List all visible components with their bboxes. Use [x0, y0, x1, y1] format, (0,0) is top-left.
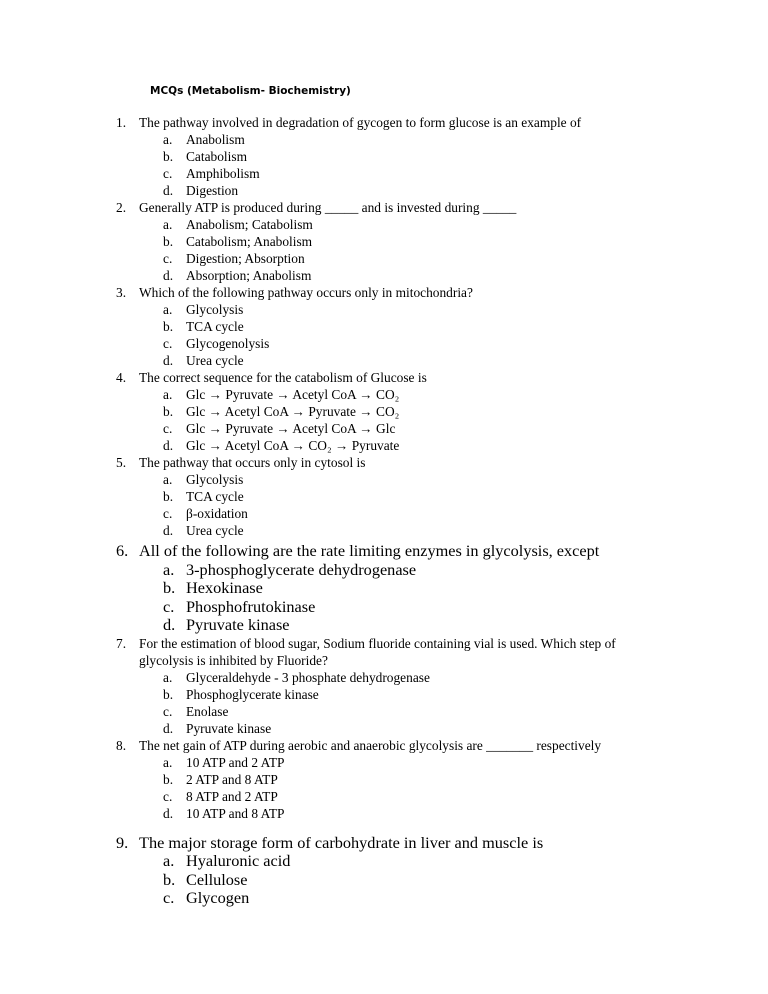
question-text: The major storage form of carbohydrate in liver and muscle is	[139, 832, 544, 852]
question-1	[0, 114, 768, 199]
option-letter: b.	[163, 489, 174, 504]
option-letter: c.	[163, 703, 173, 719]
option-text: Phosphofrutokinase	[186, 596, 316, 616]
question-number: 5.	[116, 455, 127, 470]
answer-option	[0, 720, 768, 737]
option-text: Glc → Pyruvate → Acetyl CoA → CO₂	[186, 387, 400, 402]
option-letter: b.	[163, 234, 174, 249]
answer-option	[0, 267, 768, 284]
answer-option	[0, 889, 768, 908]
question-3	[0, 284, 768, 369]
question-number: 9.	[116, 832, 129, 852]
option-text: Digestion; Absorption	[186, 251, 305, 266]
answer-option	[0, 686, 768, 703]
option-letter: d.	[163, 523, 174, 538]
option-letter: d.	[163, 353, 174, 368]
question-text: Generally ATP is produced during _____ and is invested during _____	[139, 200, 517, 215]
question-5	[0, 454, 768, 539]
option-text: 10 ATP and 2 ATP	[186, 754, 285, 770]
answer-option	[0, 505, 768, 522]
document-title: MCQs (Metabolism- Biochemistry)	[150, 85, 351, 97]
option-text: Enolase	[186, 703, 229, 719]
answer-option	[0, 471, 768, 488]
option-text: Catabolism	[186, 149, 247, 164]
option-letter: d.	[163, 615, 176, 634]
answer-option	[0, 703, 768, 720]
option-text: Glyceraldehyde - 3 phosphate dehydrogenase	[186, 669, 430, 685]
question-text: For the estimation of blood sugar, Sodium fluoride containing vial is used. Which step of glycolysis is inhibited by Fluoride?	[139, 635, 616, 668]
question-number: 6.	[116, 541, 129, 560]
answer-option	[0, 616, 768, 635]
option-letter: c.	[163, 596, 175, 616]
option-text: Anabolism	[186, 132, 245, 147]
option-letter: a.	[163, 217, 173, 232]
option-text: Glycolysis	[186, 472, 244, 487]
question-text: The net gain of ATP during aerobic and anaerobic glycolysis are _______ respectively	[139, 737, 602, 753]
option-text: Urea cycle	[186, 523, 244, 538]
option-letter: a.	[163, 472, 173, 487]
question-text: The pathway that occurs only in cytosol is	[139, 455, 366, 470]
option-text: Glycolysis	[186, 302, 244, 317]
question-stem	[0, 737, 768, 754]
option-letter: b.	[163, 771, 174, 787]
question-number: 4.	[116, 370, 127, 385]
option-text: Absorption; Anabolism	[186, 268, 312, 283]
question-list	[0, 114, 768, 908]
answer-option	[0, 852, 768, 871]
option-letter: b.	[163, 686, 174, 702]
question-text: All of the following are the rate limiting enzymes in glycolysis, except	[139, 541, 600, 560]
question-stem	[0, 284, 768, 301]
option-letter: a.	[163, 559, 175, 579]
question-stem	[0, 454, 768, 471]
answer-option	[0, 522, 768, 539]
option-text: Catabolism; Anabolism	[186, 234, 313, 249]
option-text: Urea cycle	[186, 353, 244, 368]
option-letter: d.	[163, 183, 174, 198]
question-number: 2.	[116, 200, 127, 215]
answer-option	[0, 335, 768, 352]
option-text: Glc → Pyruvate → Acetyl CoA → Glc	[186, 421, 396, 436]
question-9	[0, 834, 768, 908]
answer-option	[0, 420, 768, 437]
option-letter: b.	[163, 869, 176, 889]
option-text: Phosphoglycerate kinase	[186, 686, 319, 702]
answer-option	[0, 352, 768, 369]
answer-option	[0, 488, 768, 505]
question-6	[0, 542, 768, 635]
question-number: 3.	[116, 285, 127, 300]
option-letter: c.	[163, 888, 175, 907]
option-letter: a.	[163, 132, 173, 147]
option-letter: d.	[163, 720, 174, 736]
answer-option	[0, 301, 768, 318]
question-stem	[0, 834, 768, 853]
option-letter: c.	[163, 506, 173, 521]
option-text: Digestion	[186, 183, 239, 198]
question-number: 8.	[116, 737, 127, 753]
option-text: Glc → Acetyl CoA → Pyruvate → CO₂	[186, 404, 400, 419]
question-number: 7.	[116, 635, 127, 651]
answer-option	[0, 148, 768, 165]
option-text: Glycogenolysis	[186, 336, 270, 351]
option-text: Glc → Acetyl CoA → CO₂ → Pyruvate	[186, 438, 400, 453]
answer-option	[0, 386, 768, 403]
option-text: Hyaluronic acid	[186, 851, 291, 870]
option-text: Hexokinase	[186, 578, 263, 597]
option-text: Glycogen	[186, 888, 250, 907]
question-stem	[0, 114, 768, 131]
question-4	[0, 369, 768, 454]
option-letter: d.	[163, 805, 174, 821]
option-letter: c.	[163, 788, 173, 804]
answer-option	[0, 165, 768, 182]
option-letter: b.	[163, 404, 174, 419]
question-text: The correct sequence for the catabolism of Glucose is	[139, 370, 427, 385]
option-letter: c.	[163, 166, 173, 181]
option-letter: d.	[163, 268, 174, 283]
option-text: Cellulose	[186, 869, 248, 889]
option-text: 2 ATP and 8 ATP	[186, 771, 278, 787]
question-stem	[0, 635, 768, 669]
question-text: The pathway involved in degradation of gycogen to form glucose is an example of	[139, 115, 582, 130]
question-8	[0, 737, 768, 822]
answer-option	[0, 669, 768, 686]
option-letter: b.	[163, 319, 174, 334]
answer-option	[0, 131, 768, 148]
answer-option	[0, 561, 768, 580]
question-number: 1.	[116, 115, 127, 130]
answer-option	[0, 754, 768, 771]
option-text: Amphibolism	[186, 166, 260, 181]
option-letter: a.	[163, 387, 173, 402]
question-text: Which of the following pathway occurs only in mitochondria?	[139, 285, 473, 300]
answer-option	[0, 579, 768, 598]
answer-option	[0, 233, 768, 250]
option-letter: b.	[163, 578, 176, 597]
option-text: TCA cycle	[186, 319, 244, 334]
option-letter: a.	[163, 669, 173, 685]
answer-option	[0, 771, 768, 788]
question-stem	[0, 542, 768, 561]
answer-option	[0, 250, 768, 267]
option-letter: c.	[163, 421, 173, 436]
option-letter: c.	[163, 336, 173, 351]
option-letter: a.	[163, 754, 173, 770]
option-text: Anabolism; Catabolism	[186, 217, 313, 232]
option-letter: d.	[163, 438, 174, 453]
option-letter: a.	[163, 851, 175, 870]
option-letter: b.	[163, 149, 174, 164]
option-text: Pyruvate kinase	[186, 615, 290, 634]
answer-option	[0, 318, 768, 335]
question-2	[0, 199, 768, 284]
question-7	[0, 635, 768, 737]
option-text: 8 ATP and 2 ATP	[186, 788, 278, 804]
answer-option	[0, 182, 768, 199]
question-stem	[0, 369, 768, 386]
answer-option	[0, 871, 768, 890]
option-letter: a.	[163, 302, 173, 317]
answer-option	[0, 598, 768, 617]
question-stem	[0, 199, 768, 216]
option-text: Pyruvate kinase	[186, 720, 272, 736]
answer-option	[0, 403, 768, 420]
answer-option	[0, 437, 768, 454]
answer-option	[0, 216, 768, 233]
option-letter: c.	[163, 251, 173, 266]
answer-option	[0, 805, 768, 822]
option-text: β-oxidation	[186, 506, 248, 521]
option-text: 3-phosphoglycerate dehydrogenase	[186, 559, 417, 579]
option-text: TCA cycle	[186, 489, 244, 504]
option-text: 10 ATP and 8 ATP	[186, 805, 285, 821]
answer-option	[0, 788, 768, 805]
